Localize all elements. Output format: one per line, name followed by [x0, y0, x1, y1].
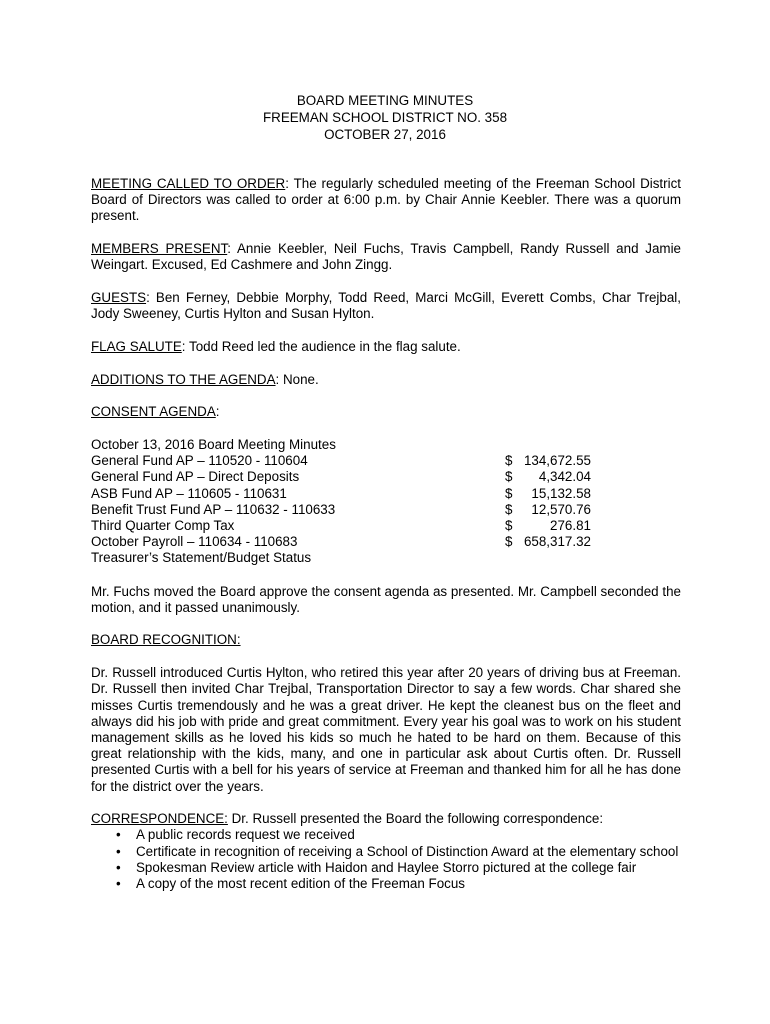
consent-item-dollar — [505, 437, 519, 453]
consent-item-dollar: $ — [505, 517, 513, 533]
list-item-text: A public records request we received — [136, 827, 355, 843]
section-label: MEETING CALLED TO ORDER — [91, 176, 286, 191]
section-additions — [91, 372, 681, 388]
board-recognition-text: Dr. Russell introduced Curtis Hylton, who retired this year after 20 years of driving bus at Freeman. Dr. Russell then invited Char Trejbal, Transportation Director to say a few words. Char shared she misses Curtis tremendously and he was a great driver. He kept the cleanest bus on the fleet and always did his job with pride and great commitment. Every year his goal was to work on his student management skills as he loved his kids so much he hated to be hard on them. Because of this great relationship with the kids, many, and one in particular ask about Curtis often. Dr. Russell presented Curtis with a bell for his years of service at Freeman and thanked him for all he has done for the district over the years. — [91, 665, 681, 794]
section-suffix: : — [215, 404, 220, 420]
document-header — [0, 92, 770, 143]
list-item — [91, 827, 681, 843]
list-item — [91, 844, 681, 860]
section-text: : Ben Ferney, Debbie Morphy, Todd Reed, Marci McGill, Everett Combs, Char Trejbal, Jody Sweeney, Curtis Hylton and Susan Hylton. — [91, 290, 681, 322]
consent-item-amount: 658,317.32 — [523, 534, 591, 550]
section-label: FLAG SALUTE — [91, 338, 182, 354]
bullet-icon: • — [116, 859, 121, 875]
consent-row — [91, 453, 681, 469]
section-text: : Todd Reed led the audience in the flag salute. — [181, 338, 461, 354]
consent-row — [91, 469, 681, 485]
list-item-text: Certificate in recognition of receiving a School of Distinction Award at the elementary school — [136, 843, 679, 859]
consent-agenda-list — [91, 437, 681, 567]
list-item — [91, 860, 681, 876]
consent-item-label: Third Quarter Comp Tax — [91, 517, 235, 533]
consent-item-dollar: $ — [505, 501, 513, 517]
consent-item-dollar — [505, 550, 519, 566]
section-label: CONSENT AGENDA — [91, 404, 216, 420]
section-text: : Annie Keebler, Neil Fuchs, Travis Campbell, Randy Russell and Jamie Weingart. Excused, Ed Cashmere and John Zingg. — [91, 241, 681, 273]
consent-item-label: ASB Fund AP – 110605 - 110631 — [91, 485, 287, 501]
section-guests — [91, 290, 681, 322]
consent-item-label: Treasurer’s Statement/Budget Status — [91, 550, 312, 566]
section-label: MEMBERS PRESENT — [91, 241, 228, 257]
consent-item-amount: 12,570.76 — [531, 501, 591, 517]
header-district: FREEMAN SCHOOL DISTRICT NO. 358 — [262, 110, 508, 125]
header-date: OCTOBER 27, 2016 — [324, 127, 446, 142]
consent-row — [91, 486, 681, 502]
consent-item-dollar: $ — [505, 534, 513, 550]
section-consent-agenda-heading — [91, 404, 681, 420]
section-text: : None. — [275, 371, 319, 387]
consent-item-amount: 4,342.04 — [538, 469, 591, 485]
consent-item-label: October 13, 2016 Board Meeting Minutes — [91, 437, 336, 453]
consent-item-label: Benefit Trust Fund AP – 110632 - 110633 — [91, 501, 336, 517]
consent-item-dollar: $ — [505, 469, 513, 485]
consent-item-amount: 15,132.58 — [531, 485, 591, 501]
consent-row — [91, 502, 681, 518]
consent-row — [91, 518, 681, 534]
section-label: GUESTS — [91, 290, 147, 306]
section-text: Dr. Russell presented the Board the following correspondence: — [227, 811, 604, 827]
consent-item-dollar: $ — [505, 485, 513, 501]
section-board-recognition-heading — [91, 632, 681, 648]
consent-item-dollar: $ — [505, 453, 513, 469]
consent-item-label: General Fund AP – 110520 - 110604 — [91, 453, 308, 469]
correspondence-list — [91, 827, 681, 892]
document-body — [91, 176, 681, 892]
consent-item-label: October Payroll – 110634 - 110683 — [91, 534, 298, 550]
consent-agenda-motion: Mr. Fuchs moved the Board approve the consent agenda as presented. Mr. Campbell seconded the motion, and it passed unanimously. — [91, 583, 681, 615]
consent-item-label: General Fund AP – Direct Deposits — [91, 469, 300, 485]
consent-row — [91, 550, 681, 566]
consent-item-amount: 134,672.55 — [523, 453, 591, 469]
section-call-to-order — [91, 176, 681, 225]
bullet-icon: • — [116, 876, 121, 892]
list-item — [91, 876, 681, 892]
section-members-present — [91, 241, 681, 273]
bullet-icon: • — [116, 843, 121, 859]
consent-row — [91, 534, 681, 550]
consent-item-amount: 276.81 — [550, 517, 591, 533]
section-text: : The regularly scheduled meeting of the Freeman School District Board of Directors was called to order at 6:00 p.m. by Chair Annie Keebler. There was a quorum present. — [91, 176, 682, 224]
list-item-text: Spokesman Review article with Haidon and Haylee Storro pictured at the college fair — [136, 859, 637, 875]
list-item-text: A copy of the most recent edition of the Freeman Focus — [136, 876, 465, 892]
section-flag-salute — [91, 339, 681, 355]
section-label: ADDITIONS TO THE AGENDA — [91, 371, 276, 387]
section-label: CORRESPONDENCE: — [91, 811, 228, 827]
consent-item-amount — [519, 437, 591, 453]
consent-row — [91, 437, 681, 453]
section-correspondence — [91, 811, 681, 827]
bullet-icon: • — [116, 827, 121, 843]
consent-item-amount — [519, 550, 591, 566]
section-label: BOARD RECOGNITION: — [91, 632, 241, 648]
header-title: BOARD MEETING MINUTES — [296, 93, 474, 108]
